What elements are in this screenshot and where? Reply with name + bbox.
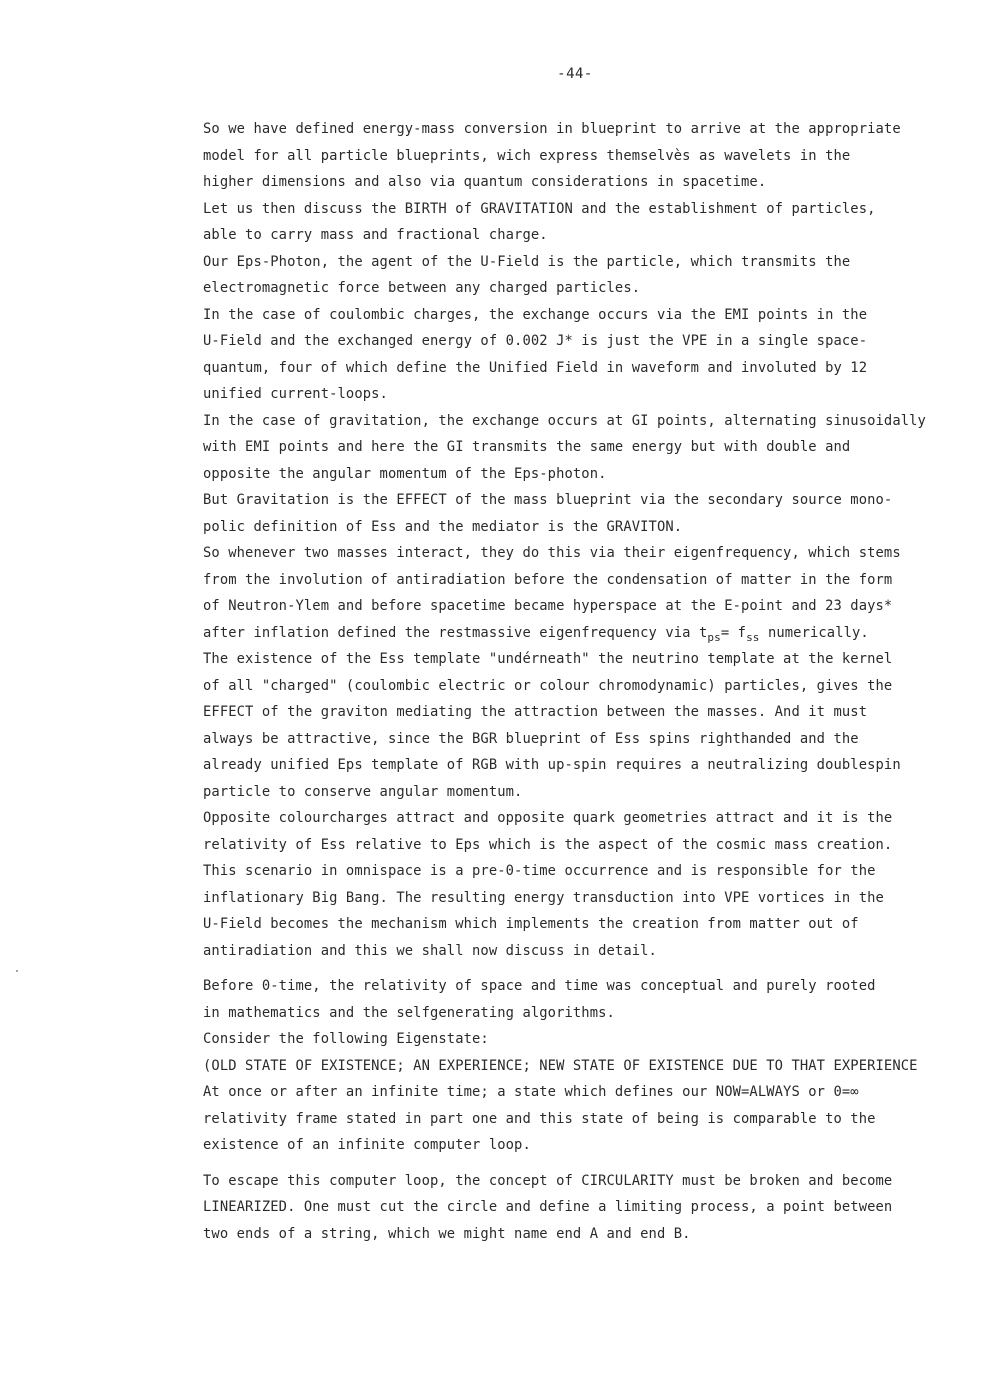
text-line: model for all particle blueprints, wich express themselvès as wavelets in the <box>203 147 851 164</box>
text-line: from the involution of antiradiation before the condensation of matter in the form <box>203 571 893 588</box>
text-line: Consider the following Eigenstate: <box>203 1031 489 1047</box>
body-text <box>203 116 963 1247</box>
text-line: (OLD STATE OF EXISTENCE; AN EXPERIENCE; NEW STATE OF EXISTENCE DUE TO THAT EXPERIENCE <box>203 1057 918 1074</box>
text-line: able to carry mass and fractional charge. <box>203 227 548 243</box>
text-line: EFFECT of the graviton mediating the attraction between the masses. And it must <box>203 704 868 720</box>
text-line: U-Field becomes the mechanism which implements the creation from matter out of <box>203 916 859 932</box>
text-line: already unified Eps template of RGB with up-spin requires a neutralizing doublespin <box>203 757 901 773</box>
text-line: always be attractive, since the BGR blueprint of Ess spins righthanded and the <box>203 730 859 747</box>
text-line: electromagnetic force between any charged particles. <box>203 280 641 296</box>
text-line: existence of an infinite computer loop. <box>203 1137 531 1153</box>
text-line: polic definition of Ess and the mediator is the GRAVITON. <box>203 518 683 535</box>
text-line: To escape this computer loop, the concept of CIRCULARITY must be broken and become <box>203 1172 893 1189</box>
text-line: At once or after an infinite time; a state which defines our NOW=ALWAYS or 0=∞ <box>203 1084 859 1100</box>
text-line: with EMI points and here the GI transmits the same energy but with double and <box>203 439 851 455</box>
text-line: opposite the angular momentum of the Eps-photon. <box>203 465 607 482</box>
equation-text-mid: = f <box>720 624 747 641</box>
text-line: of Neutron-Ylem and before spacetime became hyperspace at the E-point and 23 days* <box>203 598 893 614</box>
eigenfrequency-equation-line <box>203 620 963 647</box>
text-line: antiradiation and this we shall now discuss in detail. <box>203 942 657 959</box>
text-line: LINEARIZED. One must cut the circle and define a limiting process, a point between <box>203 1199 893 1215</box>
text-line: of all "charged" (coulombic electric or colour chromodynamic) particles, gives the <box>203 677 893 694</box>
text-line: two ends of a string, which we might name end A and end B. <box>203 1225 691 1242</box>
scan-speck <box>16 970 18 972</box>
text-line: In the case of coulombic charges, the exchange occurs via the EMI points in the <box>203 306 868 323</box>
equation-text-after: numerically. <box>759 624 869 641</box>
equation-text-before: after inflation defined the restmassive eigenfrequency via t <box>203 624 708 641</box>
text-line: Let us then discuss the BIRTH of GRAVITATION and the establishment of particles, <box>203 200 876 217</box>
text-line: unified current-loops. <box>203 386 388 402</box>
text-line: relativity frame stated in part one and this state of being is comparable to the <box>203 1110 876 1127</box>
paragraph-gap <box>203 1159 963 1168</box>
text-line: But Gravitation is the EFFECT of the mass blueprint via the secondary source mono- <box>203 492 893 508</box>
page-number: -44- <box>557 66 593 82</box>
text-line: in mathematics and the selfgenerating algorithms. <box>203 1004 615 1021</box>
text-line: So whenever two masses interact, they do this via their eigenfrequency, which stems <box>203 545 901 561</box>
text-line: U-Field and the exchanged energy of 0.002 J* is just the VPE in a single space- <box>203 333 868 349</box>
text-line: So we have defined energy-mass conversion in blueprint to arrive at the appropriate <box>203 121 901 137</box>
text-line: In the case of gravitation, the exchange occurs at GI points, alternating sinusoidally <box>203 412 926 429</box>
text-line: relativity of Ess relative to Eps which is the aspect of the cosmic mass creation. <box>203 836 893 853</box>
text-line: higher dimensions and also via quantum considerations in spacetime. <box>203 174 767 190</box>
text-line: quantum, four of which define the Unified Field in waveform and involuted by 12 <box>203 359 868 376</box>
text-line: particle to conserve angular momentum. <box>203 783 523 800</box>
subscript-ps: ps <box>707 630 721 644</box>
text-line: Our Eps-Photon, the agent of the U-Field is the particle, which transmits the <box>203 253 851 270</box>
text-line: inflationary Big Bang. The resulting energy transduction into VPE vortices in the <box>203 889 884 906</box>
text-line: Before 0-time, the relativity of space and time was conceptual and purely rooted <box>203 978 876 994</box>
text-line: Opposite colourcharges attract and opposite quark geometries attract and it is the <box>203 810 893 826</box>
text-line: This scenario in omnispace is a pre-0-time occurrence and is responsible for the <box>203 863 876 879</box>
subscript-ss: ss <box>746 630 760 644</box>
text-line: The existence of the Ess template "undérneath" the neutrino template at the kernel <box>203 651 893 667</box>
paragraph-gap <box>203 964 963 973</box>
